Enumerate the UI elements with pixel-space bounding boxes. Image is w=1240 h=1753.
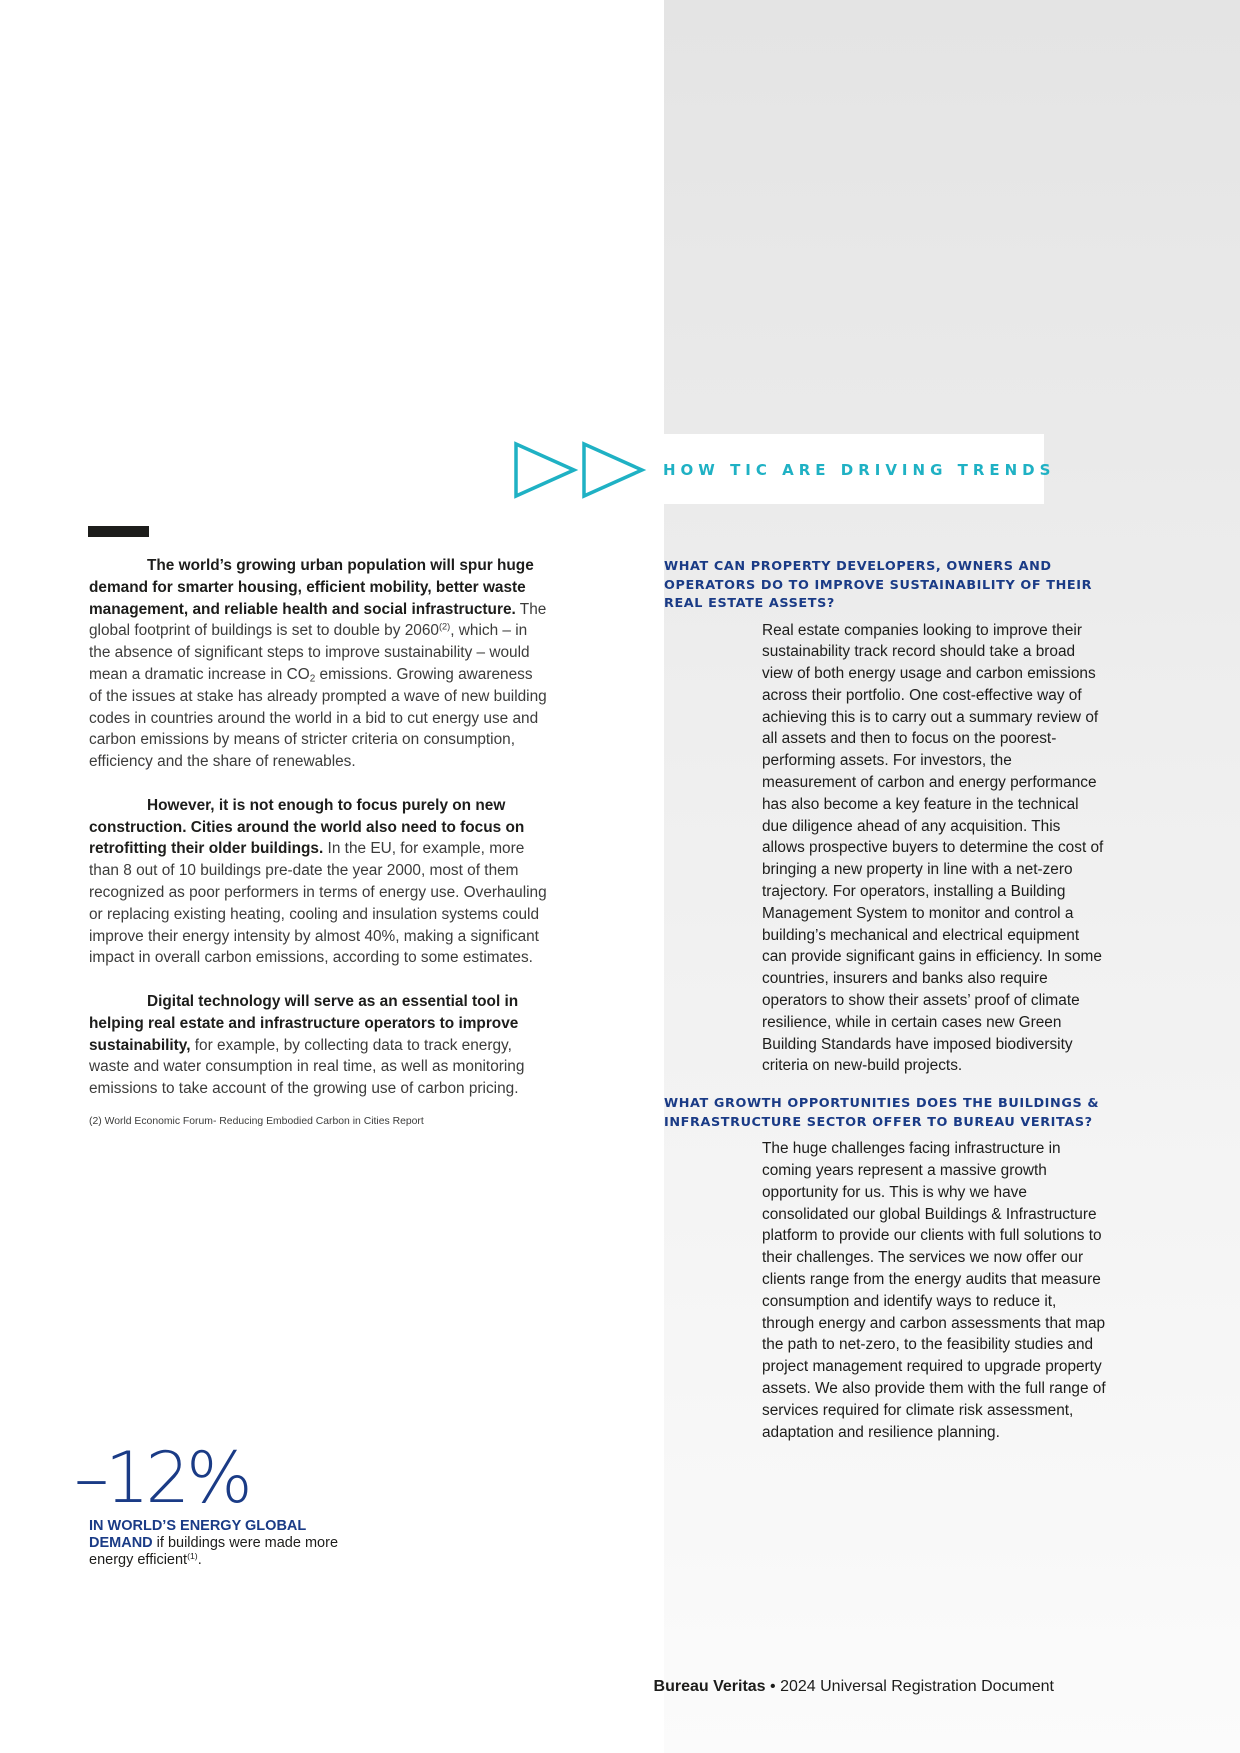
- footer-separator: •: [765, 1678, 781, 1695]
- left-column: [89, 555, 549, 1129]
- intro-paragraph: [89, 555, 549, 773]
- answer-paragraph-1: Real estate companies looking to improve their sustainability track record should take a broad view of both energy usage and carbon emissions across their portfolio. One cost-effective way of achieving this is to carry out a summary review of all assets and then to focus on the poorest-performing assets. For investors, the measurement of carbon and energy performance has also become a key feature in the technical due diligence ahead of any acquisition. This allows prospective buyers to determine the cost of bringing a new property in line with a net-zero trajectory. For operators, installing a Building Management System to monitor and control a building’s mechanical and electrical equipment can provide significant gains in efficiency. In some countries, insurers and banks also require operators to show their assets’ proof of climate resilience, while in certain cases new Green Building Standards have imposed biodiversity criteria on new-build projects.: [762, 621, 1104, 1075]
- retrofit-text: In the EU, for example, more than 8 out of 10 buildings pre-date the year 2000, most of them recognized as poor performers in terms of energy use. Overhauling or replacing existing heating, cooling and insulation systems could improve their energy intensity by almost 40%, making a significant impact in overall carbon emissions, according to some estimates.: [89, 840, 547, 967]
- answer-paragraph-2: The huge challenges facing infrastructure in coming years represent a massive growth opportunity for us. This is why we have consolidated our global Buildings & Infrastructure platform to provide our clients with full solutions to their challenges. The services we now offer our clients range from the energy audits that measure consumption and identify ways to reduce it, through energy and carbon assessments that map the path to net-zero, to the feasibility studies and project management required to upgrade property assets. We also provide them with the full range of services required for climate risk assessment, adaptation and resilience planning.: [762, 1140, 1106, 1441]
- retrofit-lead: However, it is not enough to focus purely on new construction. Cities around the world also need to focus on retrofitting their older buildings.: [89, 796, 525, 858]
- question-heading-2: WHAT GROWTH OPPORTUNITIES DOES THE BUILDINGS & INFRASTRUCTURE SECTOR OFFER TO BUREAU VERITAS?: [664, 1096, 1100, 1130]
- stat-caption-text: if buildings were made more energy efficient: [89, 1535, 339, 1568]
- co2-subscript: 2: [309, 673, 316, 685]
- intro-text: The global footprint of buildings is set to double by 2060: [89, 600, 547, 640]
- section-tag: HOW TIC ARE DRIVING TRENDS: [663, 461, 1056, 479]
- intro-text-end: emissions. Growing awareness of the issues at stake has already prompted a wave of new building codes in countries around the world in a bid to cut energy use and carbon emissions by means of stricter criteria on consumption, efficiency and the share of renewables.: [89, 665, 547, 771]
- footnote-ref: (2): [438, 621, 451, 632]
- question-heading-1: WHAT CAN PROPERTY DEVELOPERS, OWNERS AND OPERATORS DO TO IMPROVE SUSTAINABILITY OF THEIR REAL ESTATE ASSETS?: [664, 559, 1093, 611]
- digital-paragraph: [89, 991, 549, 1100]
- digital-lead: Digital technology will serve as an essential tool in helping real estate and infrastructure operators to improve sustainability,: [89, 992, 519, 1054]
- footer-document-title: 2024 Universal Registration Document: [780, 1678, 1054, 1695]
- retrofit-paragraph: [89, 795, 549, 969]
- section-marker-bar: [88, 526, 149, 537]
- intro-text-continued: , which – in the absence of significant steps to improve sustainability – would mean a dramatic increase in CO: [89, 622, 530, 683]
- stat-value: –12%: [74, 1437, 249, 1519]
- double-triangle-arrow-icon: [512, 440, 652, 500]
- digital-text: for example, by collecting data to track energy, waste and water consumption in real time, as well as monitoring emissions to take account of the growing use of carbon pricing.: [89, 1036, 525, 1098]
- intro-lead: The world’s growing urban population will spur huge demand for smarter housing, efficient mobility, better waste management, and reliable health and social infrastructure.: [89, 557, 534, 618]
- page-footer: [650, 1676, 1054, 1698]
- stat-footnote-ref: (1): [187, 1550, 198, 1561]
- stat-caption: [89, 1518, 349, 1569]
- footer-company: Bureau Veritas: [653, 1678, 766, 1695]
- footnote: (2) World Economic Forum- Reducing Embodied Carbon in Cities Report: [89, 1115, 424, 1127]
- stat-caption-lead: IN WORLD’S ENERGY GLOBAL DEMAND: [89, 1518, 306, 1551]
- qa-column: [664, 558, 1104, 1443]
- stat-caption-end: .: [197, 1552, 202, 1568]
